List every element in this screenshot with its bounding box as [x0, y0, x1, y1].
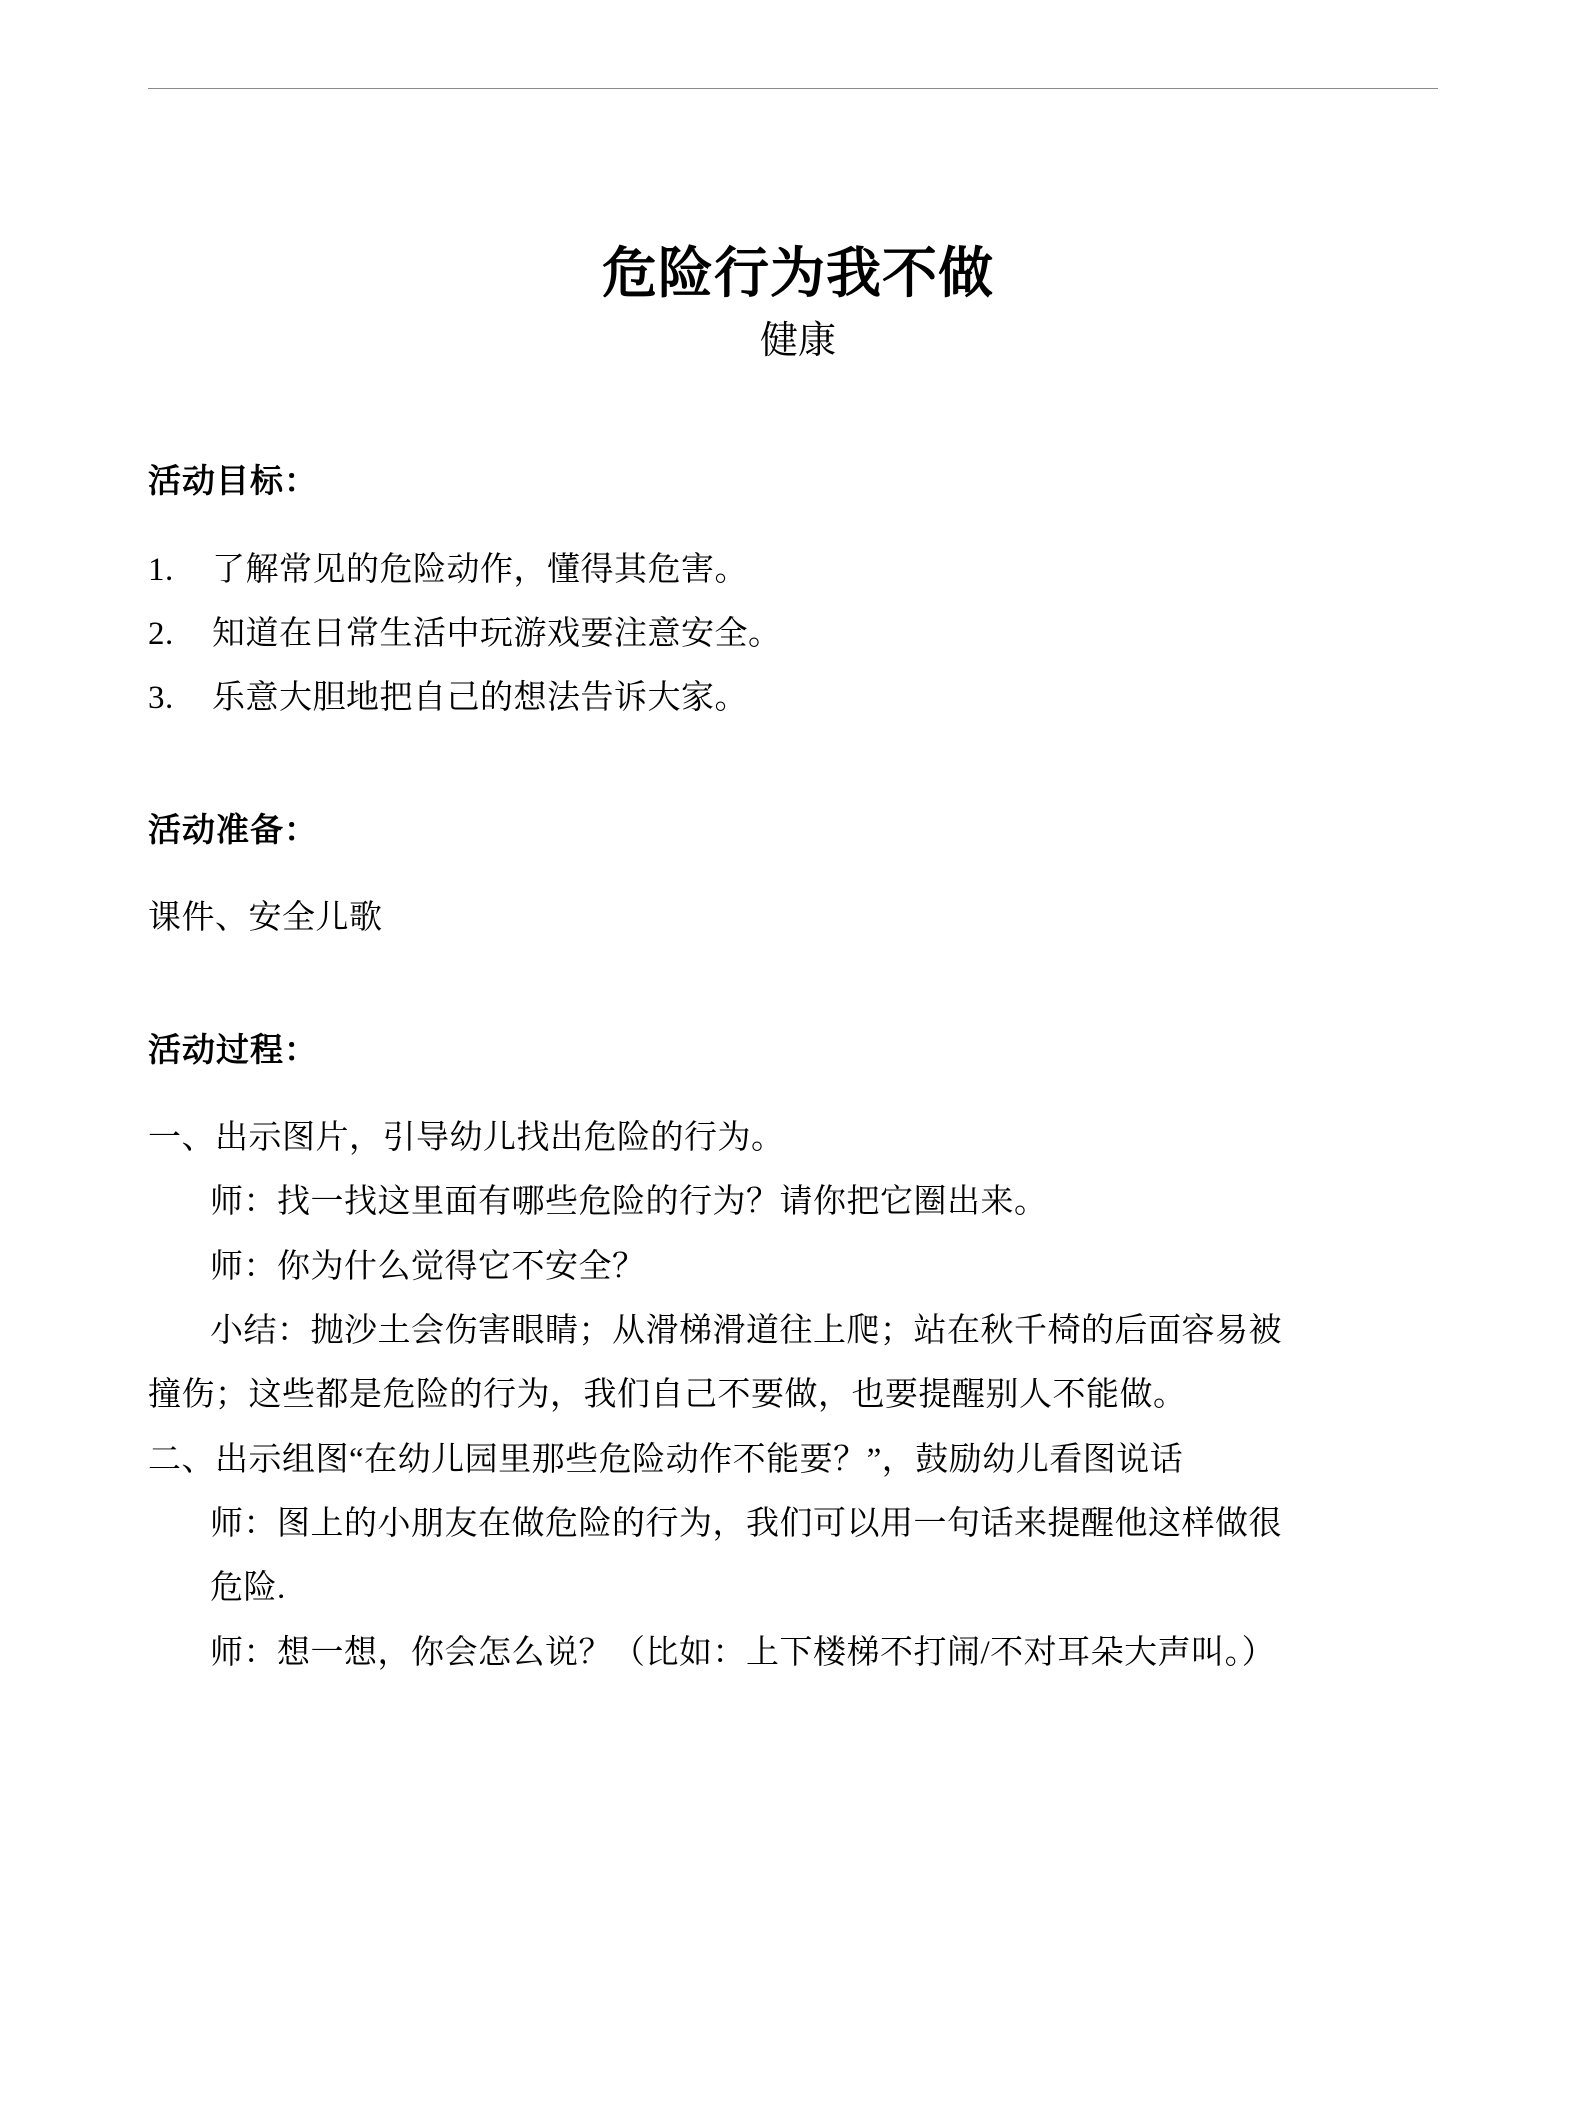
process-teacher-line: 师：找一找这里面有哪些危险的行为？请你把它圈出来。: [210, 1184, 1048, 1221]
process-summary-line: 撞伤；这些都是危险的行为，我们自己不要做，也要提醒别人不能做。: [148, 1377, 1187, 1414]
spacer: [148, 856, 1448, 886]
process-summary-line: 小结：抛沙土会伤害眼睛；从滑梯滑道往上爬；站在秋千椅的后面容易被: [210, 1313, 1282, 1350]
list-item: [148, 602, 1448, 666]
process-teacher-line: 师：想一想，你会怎么说？（比如：上下楼梯不打闹/不对耳朵大声叫。）: [210, 1634, 1276, 1671]
document-body: [148, 240, 1448, 1685]
list-item-number: 3.: [148, 680, 174, 717]
list-item-number: 1.: [148, 551, 174, 588]
spacer: [148, 508, 1448, 538]
spacer: [148, 731, 1448, 807]
list-item-text: 知道在日常生活中玩游戏要注意安全。: [212, 615, 782, 652]
section-process: [148, 1027, 1448, 1686]
process-teacher-line: 师：你为什么觉得它不安全？: [210, 1248, 646, 1285]
spacer: [148, 1076, 1448, 1106]
preparation-heading: 活动准备：: [148, 812, 318, 849]
list-item-text: 了解常见的危险动作，懂得其危害。: [212, 551, 748, 588]
list-item: [148, 666, 1448, 730]
list-item-number: 2.: [148, 615, 174, 652]
process-step-two: 二、出示组图“在幼儿园里那些危险动作不能要？”，鼓励幼儿看图说话: [148, 1441, 1184, 1478]
objectives-heading: 活动目标：: [148, 464, 318, 501]
section-preparation: [148, 807, 1448, 951]
list-item-text: 乐意大胆地把自己的想法告诉大家。: [212, 680, 748, 717]
list-item: [148, 538, 1448, 602]
spacer: [148, 366, 1448, 458]
page-title: 危险行为我不做: [601, 243, 994, 304]
process-heading: 活动过程：: [148, 1032, 318, 1069]
spacer: [148, 951, 1448, 1027]
header-divider: [148, 88, 1438, 89]
page-subtitle: 健康: [759, 319, 836, 362]
preparation-text: 课件、安全儿歌: [148, 900, 383, 937]
section-objectives: [148, 458, 1448, 731]
process-step-one: 一、出示图片，引导幼儿找出危险的行为。: [148, 1120, 785, 1157]
process-teacher-line: 危险.: [210, 1570, 286, 1607]
objectives-list: [148, 538, 1448, 731]
process-teacher-line: 师：图上的小朋友在做危险的行为，我们可以用一句话来提醒他这样做很: [210, 1506, 1282, 1543]
